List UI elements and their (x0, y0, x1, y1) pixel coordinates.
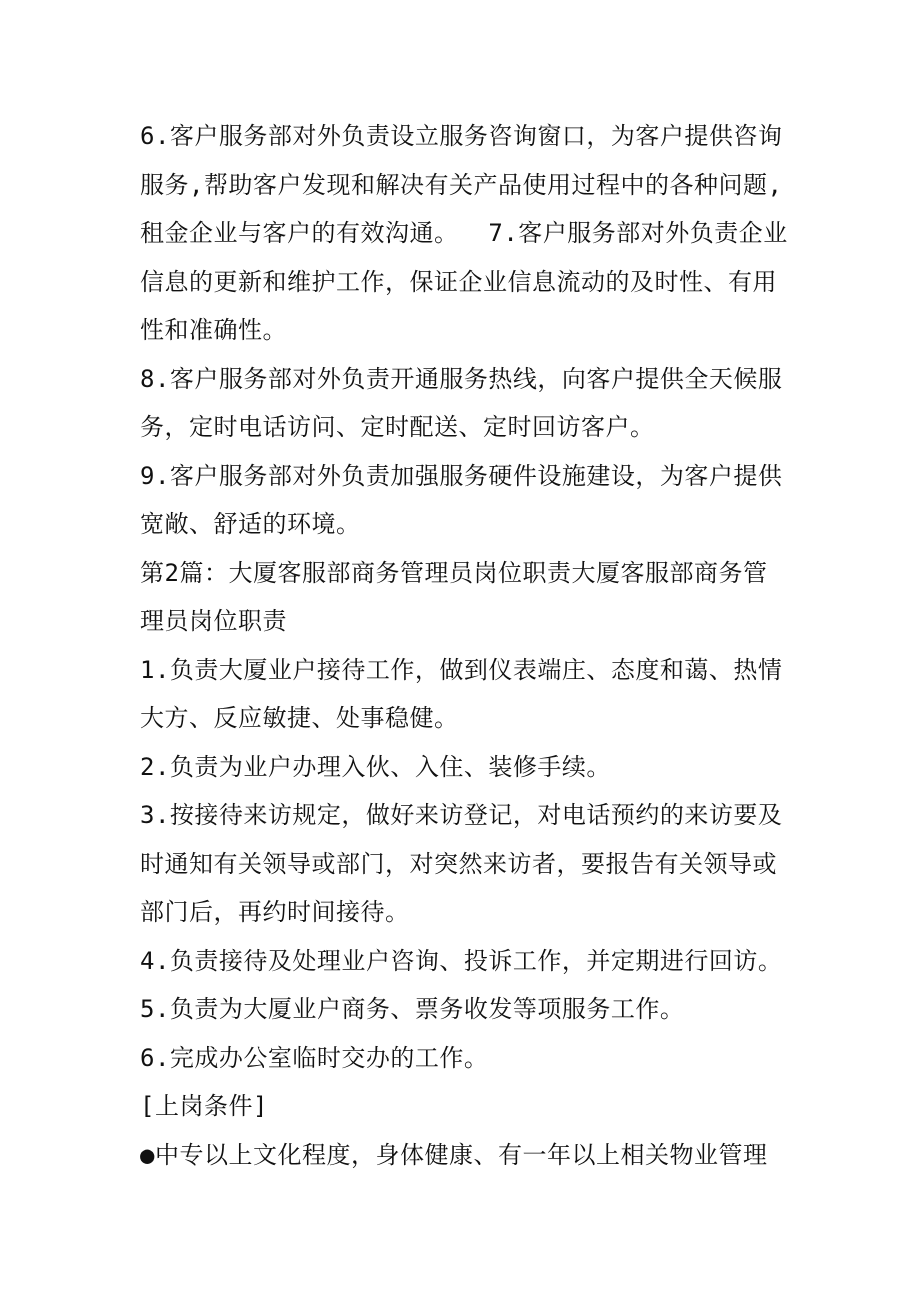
document-body (140, 112, 820, 1179)
text-line: 务，定时电话访问、定时配送、定时回访客户。 (140, 413, 655, 441)
subheading-line: [上岗条件] (140, 1092, 268, 1120)
text-line: 8.客户服务部对外负责开通服务热线，向客户提供全天候服 (140, 364, 783, 393)
text-line: 5.负责为大厦业户商务、票务收发等项服务工作。 (140, 995, 685, 1023)
text-line: 租金企业与客户的有效沟通。 7.客户服务部对外负责企业 (140, 219, 788, 247)
text-line: 大方、反应敏捷、处事稳健。 (140, 704, 459, 732)
text-line: 6.完成办公室临时交办的工作。 (140, 1043, 489, 1072)
bullet-line: ●中专以上文化程度，身体健康、有一年以上相关物业管理 (140, 1140, 768, 1169)
text-line: 信息的更新和维护工作，保证企业信息流动的及时性、有用 (140, 267, 777, 296)
text-line: 时通知有关领导或部门，对突然来访者，要报告有关领导或 (140, 849, 777, 878)
text-line: 4.负责接待及处理业户咨询、投诉工作，并定期进行回访。 (140, 946, 783, 975)
text-line: 3.按接待来访规定，做好来访登记，对电话预约的来访要及 (140, 801, 783, 829)
text-line: 服务,帮助客户发现和解决有关产品使用过程中的各种问题, (140, 170, 783, 199)
section-heading-line: 第2篇：大厦客服部商务管理员岗位职责大厦客服部商务管 (140, 558, 768, 587)
text-line: 宽敞、舒适的环境。 (140, 510, 361, 538)
text-line: 部门后，再约时间接待。 (140, 898, 410, 926)
text-line: 性和准确性。 (140, 316, 287, 344)
text-line: 9.客户服务部对外负责加强服务硬件设施建设，为客户提供 (140, 461, 783, 490)
section-heading-line: 理员岗位职责 (140, 607, 287, 635)
text-line: 1.负责大厦业户接待工作，做到仪表端庄、态度和蔼、热情 (140, 655, 783, 684)
text-line: 2.负责为业户办理入伙、入住、装修手续。 (140, 752, 611, 781)
text-line: 6.客户服务部对外负责设立服务咨询窗口，为客户提供咨询 (140, 122, 783, 150)
